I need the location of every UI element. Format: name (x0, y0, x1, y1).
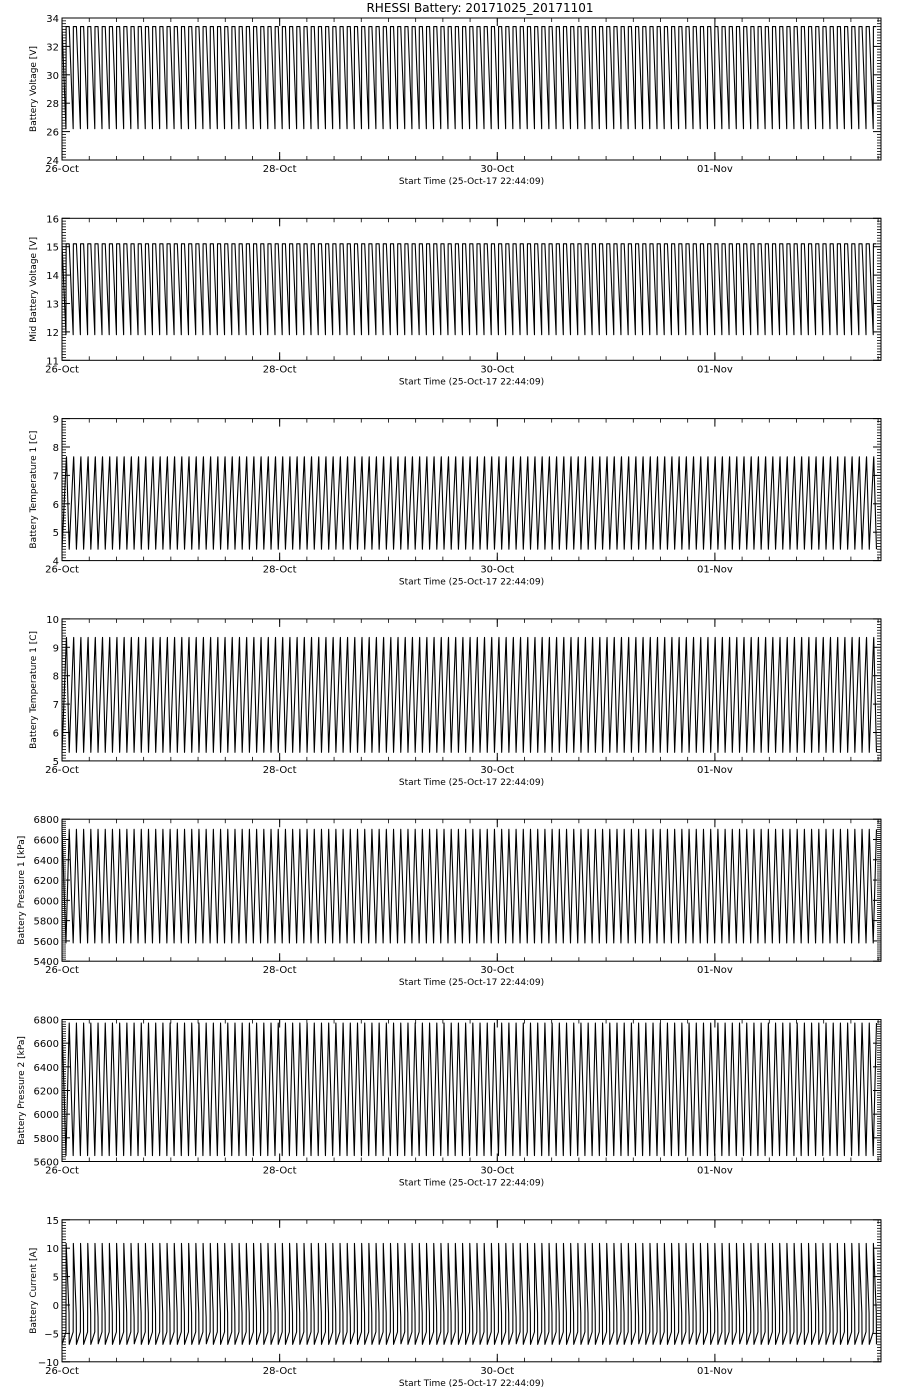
x-tick-label: 01-Nov (696, 1165, 733, 1177)
y-tick-label: 6600 (33, 1039, 59, 1051)
y-tick-label: 6 (52, 728, 59, 740)
y-tick-label: 28 (46, 99, 59, 111)
panel-2 (29, 214, 881, 387)
x-tick-label: 26-Oct (45, 364, 79, 376)
x-axis-title: Start Time (25-Oct-17 22:44:09) (398, 777, 545, 788)
y-tick-label: 5400 (33, 957, 59, 969)
figure-title: RHESSI Battery: 20171025_20171101 (366, 1, 594, 15)
series-line (62, 829, 876, 943)
y-axis-title: Battery Temperature 1 [C] (29, 630, 39, 749)
y-tick-label: 5600 (33, 936, 59, 948)
series-line (62, 1243, 876, 1344)
x-tick-label: 26-Oct (45, 564, 79, 576)
y-tick-label: 6200 (33, 876, 59, 888)
series-line (62, 637, 876, 752)
y-tick-label: 9 (52, 643, 59, 655)
y-tick-label: 10 (46, 1244, 59, 1256)
x-tick-label: 30-Oct (480, 965, 515, 977)
panel-4 (29, 615, 881, 788)
y-axis-title: Mid Battery Voltage [V] (29, 236, 39, 342)
y-tick-label: 7 (52, 700, 59, 712)
y-axis-title: Battery Temperature 1 [C] (29, 430, 39, 549)
x-axis-title: Start Time (25-Oct-17 22:44:09) (398, 377, 545, 388)
x-tick-label: 30-Oct (480, 164, 515, 175)
y-tick-label: 6000 (33, 896, 59, 908)
y-tick-label: 0 (52, 1301, 59, 1312)
x-tick-label: 28-Oct (262, 1365, 297, 1377)
y-tick-label: 6400 (33, 1062, 59, 1074)
y-tick-label: 8 (52, 671, 59, 683)
y-tick-label: 6800 (33, 815, 59, 827)
x-tick-label: 28-Oct (262, 164, 297, 175)
x-tick-label: 30-Oct (480, 364, 515, 376)
y-tick-label: 15 (46, 242, 59, 254)
x-axis-title: Start Time (25-Oct-17 22:44:09) (398, 978, 545, 989)
y-tick-label: 12 (46, 327, 59, 339)
x-tick-label: 26-Oct (45, 164, 79, 175)
y-tick-label: 11 (46, 356, 59, 368)
y-axis-title: Battery Pressure 2 [kPa] (17, 1036, 27, 1145)
x-tick-label: 28-Oct (262, 764, 297, 776)
panel-6 (17, 1016, 881, 1189)
x-tick-label: 30-Oct (480, 764, 515, 776)
series-line (62, 457, 876, 549)
y-tick-label: 6600 (33, 835, 59, 847)
x-axis-title: Start Time (25-Oct-17 22:44:09) (398, 577, 545, 588)
y-tick-label: 26 (46, 127, 59, 139)
x-tick-label: 01-Nov (696, 364, 733, 376)
y-tick-label: 5800 (33, 916, 59, 928)
y-tick-label: 14 (46, 271, 59, 283)
panel-3 (29, 415, 881, 588)
x-tick-label: 01-Nov (696, 164, 733, 175)
y-tick-label: 8 (52, 443, 59, 454)
y-tick-label: 30 (46, 70, 59, 82)
y-tick-label: 6200 (33, 1086, 59, 1098)
y-tick-label: 6000 (33, 1110, 59, 1122)
y-tick-label: 13 (46, 299, 59, 311)
y-tick-label: 32 (46, 42, 59, 54)
x-axis-title: Start Time (25-Oct-17 22:44:09) (398, 1378, 545, 1389)
x-tick-label: 26-Oct (45, 764, 79, 776)
x-tick-label: 26-Oct (45, 965, 79, 977)
panels-group (17, 14, 881, 1389)
x-tick-label: 01-Nov (696, 564, 733, 576)
x-tick-label: 01-Nov (696, 764, 733, 776)
series-line (62, 244, 876, 335)
x-tick-label: 26-Oct (45, 1365, 79, 1377)
x-tick-label: 28-Oct (262, 1165, 297, 1177)
y-tick-label: 24 (46, 156, 59, 167)
y-tick-label: −5 (44, 1329, 59, 1341)
y-axis-title: Battery Voltage [V] (29, 46, 39, 132)
y-tick-label: 16 (46, 214, 59, 226)
x-tick-label: 26-Oct (45, 1165, 79, 1177)
y-tick-label: 6400 (33, 855, 59, 867)
x-tick-label: 01-Nov (696, 965, 733, 977)
y-tick-label: 34 (46, 14, 59, 25)
y-tick-label: 15 (46, 1215, 59, 1227)
y-axis-title: Battery Current [A] (29, 1247, 39, 1334)
panel-7 (29, 1216, 881, 1389)
y-tick-label: 5800 (33, 1133, 59, 1145)
x-tick-label: 28-Oct (262, 965, 297, 977)
y-tick-label: 9 (52, 414, 59, 426)
x-tick-label: 30-Oct (480, 1365, 515, 1377)
y-tick-label: 4 (52, 556, 59, 568)
y-tick-label: −10 (37, 1357, 59, 1369)
x-axis-title: Start Time (25-Oct-17 22:44:09) (398, 177, 545, 187)
series-line (62, 27, 876, 129)
x-tick-label: 28-Oct (262, 364, 297, 376)
y-tick-label: 5 (52, 528, 59, 540)
x-tick-label: 28-Oct (262, 564, 297, 576)
y-tick-label: 6800 (33, 1015, 59, 1027)
y-tick-label: 6 (52, 499, 59, 511)
y-tick-label: 5600 (33, 1157, 59, 1169)
series-line (62, 1023, 876, 1156)
y-tick-label: 7 (52, 471, 59, 483)
x-tick-label: 01-Nov (696, 1365, 733, 1377)
panel-5 (17, 815, 881, 988)
x-axis-title: Start Time (25-Oct-17 22:44:09) (398, 1178, 545, 1189)
y-tick-label: 5 (52, 1272, 59, 1284)
x-tick-label: 30-Oct (480, 1165, 515, 1177)
y-tick-label: 5 (52, 756, 59, 768)
y-tick-label: 10 (46, 614, 59, 626)
x-tick-label: 30-Oct (480, 564, 515, 576)
panel-1 (29, 14, 881, 187)
y-axis-title: Battery Pressure 1 [kPa] (17, 835, 27, 945)
